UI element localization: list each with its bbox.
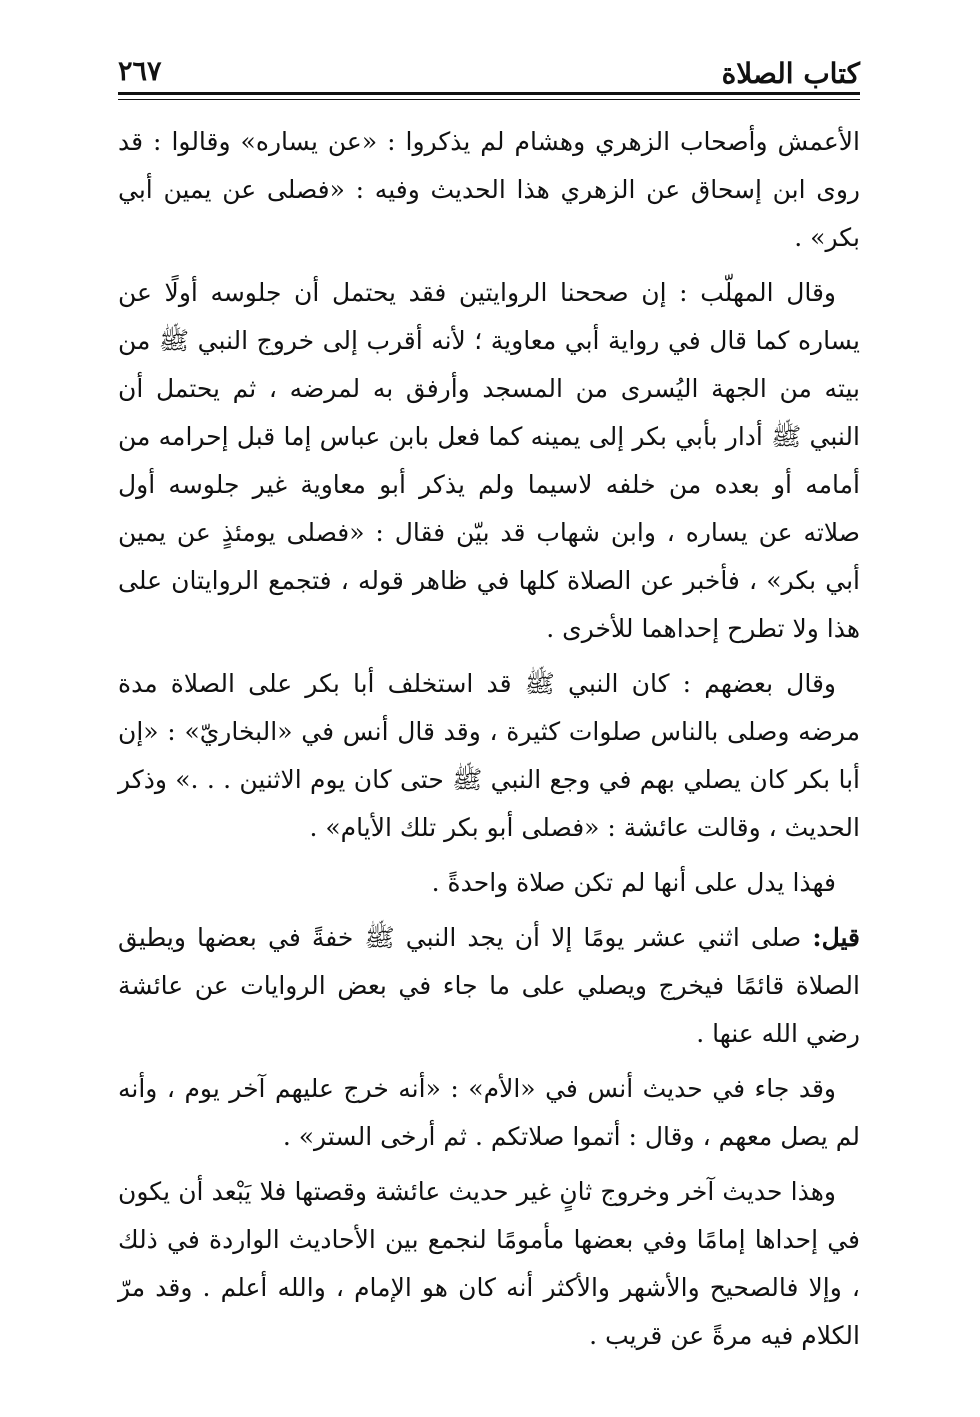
paragraph <box>118 1065 860 1161</box>
paragraph-text: فهذا يدل على أنها لم تكن صلاة واحدةً . <box>431 868 836 897</box>
header-rule-thin <box>118 99 860 100</box>
running-title: كتاب الصلاة <box>721 57 860 90</box>
paragraph <box>118 914 860 1058</box>
paragraph <box>118 660 860 852</box>
paragraph-text: وهذا حديث آخر وخروج ثانٍ غير حديث عائشة وقصتها فلا يَبْعد أن يكون في إحداها إمامًا وفي بعضها مأمومًا لنجمع بين الأحاديث الواردة في ذلك ، وإلا فالصحيح والأشهر والأكثر أنه كان هو الإمام ، والله أعلم . وقد مرّ الكلام فيه مرةً عن قريب . <box>118 1177 860 1350</box>
header-rule-thick <box>118 92 860 95</box>
paragraph-text: وقال بعضهم : كان النبي ﷺ قد استخلف أبا بكر على الصلاة مدة مرضه وصلى بالناس صلوات كثيرة ، وقد قال أنس في «البخاريّ» : «إن أبا بكر كان يصلي بهم في وجع النبي ﷺ حتى كان يوم الاثنين . . .» وذكر الحديث ، وقالت عائشة : «فصلى أبو بكر تلك الأيام» . <box>118 669 860 842</box>
paragraph-lead-word: قيل: <box>812 923 860 952</box>
paragraph-text: صلى اثني عشر يومًا إلا أن يجد النبي ﷺ خفةً في بعضها ويطيق الصلاة قائمًا فيخرج ويصلي على ما جاء في بعض الروايات عن عائشة رضي الله عنها . <box>118 923 860 1048</box>
paragraph-text: وقال المهلّب : إن صححنا الروايتين فقد يحتمل أن جلوسه أولًا عن يساره كما قال في رواية أبي معاوية ؛ لأنه أقرب إلى خروج النبي ﷺ من بيته من الجهة اليُسرى من المسجد وأرفق به لمرضه ، ثم يحتمل أن النبي ﷺ أدار بأبي بكر إلى يمينه كما فعل بابن عباس إما قبل إحرامه من أمامه أو بعده من خلفه لاسيما ولم يذكر أبو معاوية غير جلوسه أول صلاته عن يساره ، وابن شهاب قد بيّن فقال : «فصلى يومئذٍ عن يمين أبي بكر» ، فأخبر عن الصلاة كلها في ظاهر قوله ، فتجمع الروايتان على هذا ولا تطرح إحداهما للأخرى . <box>118 278 860 643</box>
paragraph-text: وقد جاء في حديث أنس في «الأم» : «أنه خرج عليهم آخر يوم ، وأنه لم يصل معهم ، وقال : أتموا صلاتكم . ثم أرخى الستر» . <box>118 1074 860 1151</box>
paragraph <box>118 859 860 907</box>
paragraph <box>118 1168 860 1360</box>
page-header <box>118 44 860 94</box>
paragraph <box>118 118 860 262</box>
paragraph <box>118 269 860 653</box>
paragraph-text: الأعمش وأصحاب الزهري وهشام لم يذكروا : «عن يساره» وقالوا : قد روى ابن إسحاق عن الزهري هذا الحديث وفيه : «فصلى عن يمين أبي بكر» . <box>118 127 860 252</box>
page-number: ٢٦٧ <box>118 56 162 87</box>
body-text <box>118 118 860 1367</box>
